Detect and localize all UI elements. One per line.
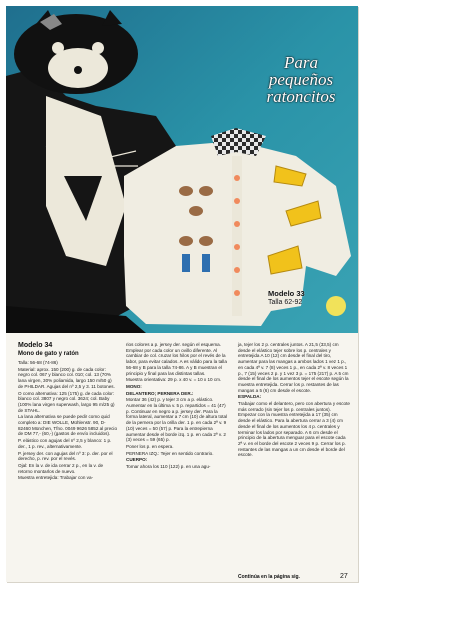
section-heading: CUERPO:	[126, 457, 148, 463]
paragraph: Montar 36 (42) p. y tejer 3 cm a p. elástico. Aumentar en la última v. 5 p. repartidos = 41 (47) p. Continuar en negro a p. jersey der. Para la forma lateral, aumentar a 7 cm (10) de altura total de la pernera por la orilla der. 1 p. en cada 2ª v. 9 (10) veces = 50 (57) p. Para la entrepierna aumentar desde el borde izq. 1 p. en cada 2ª v. 2 (3) veces = 59 (65) p.	[126, 397, 228, 443]
magazine-page	[6, 6, 358, 582]
paragraph: O como alternativa: 125 (175) g. de cada color: blanco col. 3807 y negro col. 3624; col. Baby (100% lana virgen superwash, largo 95 m/25 g) de STAHL.	[18, 390, 115, 413]
photo-caption	[268, 290, 305, 307]
title-line-2: pequeños	[268, 70, 334, 89]
paragraph: Tomar ahora los 110 (122) p. en una agu-	[126, 464, 211, 470]
paragraph: Poner los p. en espera.	[126, 443, 174, 449]
caption-sizes: Talla 62-92	[268, 299, 303, 306]
paragraph: P. elástico con agujas del nº 2,5 y blanco: 1 p. der., 1 p. rev., alternativamente.	[18, 438, 112, 449]
paragraph: ja, tejer los 2 p. centrales juntos. A 21,5 (33,5) cm desde el elástico tejer sobre los p. centrales y entretejida A 10 (12) cm desde el final del tiro, aumentar para las mangas a ambos lados 1 vez 1 p., en cada 4ª v. 7 (8) veces 1 p., en cada 2ª v. 8 veces 1 p., 7 (15) veces 2 p. y 1 vez 3 p. = 175 (217) p. A 5 cm desde el final de los aumentos tejer el escote según la muestra entretejida. Cerrar los p. restantes de las mangas a 5 (6) cm desde el escote.	[238, 342, 349, 393]
text-column-1	[18, 342, 118, 482]
paragraph: Muestra entretejida: Trabajar con va-	[18, 475, 94, 481]
text-column-3	[238, 342, 350, 459]
paragraph: Talla: 56-68 (74-86)	[18, 360, 58, 365]
title-line-3: ratoncitos	[266, 87, 336, 106]
section-heading: MONO:	[126, 383, 142, 389]
paragraph: Ojal: En la v. de ida cerrar 2 p., en la v. de retorno montarlos de nuevo.	[18, 462, 104, 474]
paragraph: PERNERA IZQ.: Tejer en sentido contrario.	[126, 450, 214, 456]
paragraph: rios colores a p. jersey der. según el esquema. Emplear por cada color un ovillo diferente. Al cambiar de col. cruzar los hilos por el revés de la labor, para evitar calados. A es válido para la talla 56-68 y B para la talla 74-86. A y B muestran el principio y final para las distintas tallas.	[126, 342, 227, 376]
paragraph: P. jersey der. con agujas del nº 3: p. der. por el derecho, p. rev. por el revés.	[18, 450, 113, 462]
section-heading: DELANTERO; PERNERA DER.:	[126, 390, 194, 396]
title-line-1: Para	[284, 53, 318, 72]
paragraph: La lana alternativa se puede pedir como quid completo a: DIE WOLLE, Mühlenstr. 90, D-82460 München, Tfno. 0049 9626 5852 al precio de DM 77,- (60,-) (gastos de envío incluidos).	[18, 414, 118, 437]
page-title	[251, 54, 351, 105]
model-heading: Modelo 34	[18, 342, 53, 349]
page-number: 27	[340, 573, 348, 580]
cover-photo	[6, 6, 358, 333]
section-heading: ESPALDA:	[238, 394, 262, 400]
paragraph: Trabajar como el delantero, pero con abertura y escote más cerrado (sin tejer los p. centrales juntos). Empezar con la muestra entretejida a 17 (35) cm desde el elástico. Para la abertura cerrar a 3 (4) cm desde el final de los aumentos los 4 p. centrales y terminar los lados por separado. A 6 cm desde el principio de la abertura menguar para el escote cada 2ª v. en el borde del escote 2 veces 9 p. Cerrar los p. restantes de las mangas a un cm desde el borde del escote.	[238, 401, 350, 458]
continue-note: Continúa en la página sig.	[238, 574, 300, 580]
caption-model: Modelo 33	[268, 289, 305, 298]
text-column-2	[126, 342, 230, 471]
paragraph: Material: aprox. 150 (200) g. de cada color: negro col. 067 y blanco col. 010; col. 13 (70% lana virgen, 30% poliamida, largo 150 m/50 g) de PHILDAR. Agujas del nº 2,5 y 3. 11 botones.	[18, 366, 115, 389]
model-subheading: Mono de gato y ratón	[18, 351, 79, 357]
paragraph: Muestra orientativa: 29 p. x 40 v. = 10 x 10 cm.	[126, 377, 222, 383]
